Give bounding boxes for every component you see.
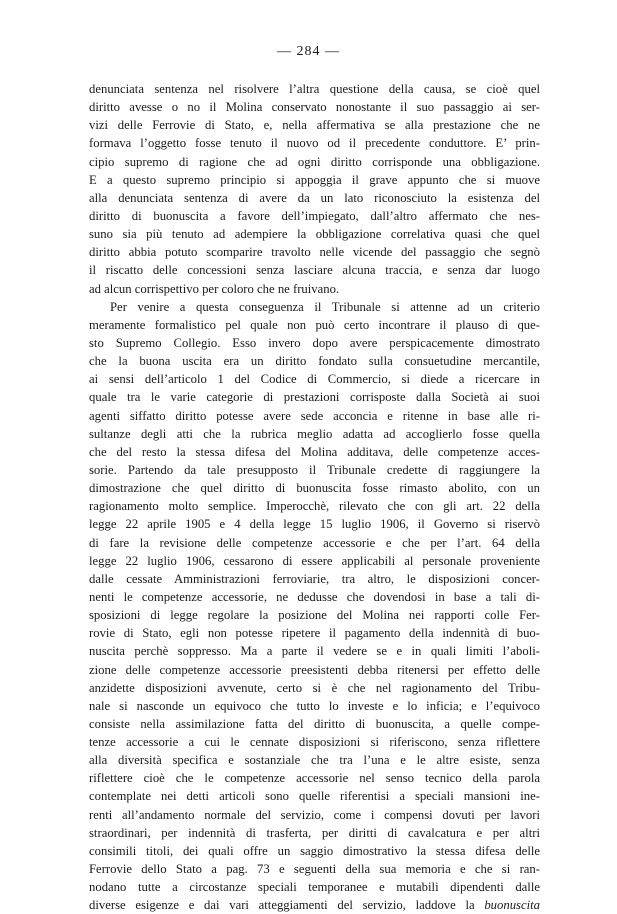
text-line: ai sensi dell’articolo 1 del Codice di Commercio, si diede a ricercare in	[89, 372, 540, 387]
text-line: E a questo supremo principio si appoggia il grave appunto che si muove	[89, 172, 540, 187]
text-line: alla denunciata sentenza di avere da un lato riconosciuto la esistenza del	[89, 190, 540, 205]
text-line: straordinari, per indennità di trasferta, per diritti di cavalcatura e per altri	[89, 825, 540, 840]
text-line: anzidette disposizioni avvenute, certo si è che nel ragionamento del Tribu-	[89, 680, 540, 695]
text-line: nuscita perchè soppresso. Ma a parte il vedere se e in quali limiti l’aboli-	[89, 644, 540, 659]
text-line: di fare la revisione delle competenze accessorie e che per l’art. 64 della	[89, 535, 540, 550]
text-line: sultanze degli atti che la rubrica meglio adatta ad accoglierlo fosse quella	[89, 426, 540, 441]
text-line: sto Supremo Collegio. Esso invero dopo avere perspicacemente dimostrato	[89, 335, 540, 350]
text-line: nale si nasconde un equivoco che tutto lo investe e lo inficia; e l’equivoco	[89, 698, 540, 713]
text-line: renti all’andamento normale del servizio, come i compensi dovuti per lavori	[89, 807, 540, 822]
text-line: cipio supremo di ragione che ad ogni diritto corrisponde una obbligazione.	[89, 154, 540, 169]
text-line: nodano tutte a circostanze speciali temporanee e mutabili dipendenti dalle	[89, 880, 540, 895]
paragraph	[89, 80, 540, 298]
text-line: quale tra le varie categorie di prestazioni corrisposte dalla Società ai suoi	[89, 390, 540, 405]
text-line: riflettere cioè che le competenze accessorie nel senso tecnico della parola	[89, 771, 540, 786]
text-line: rovie di Stato, egli non potesse ripetere il pagamento della indennità di buo-	[89, 626, 540, 641]
text-line: suno sia più tenuto ad adempiere la obbligazione correlativa quasi che quel	[89, 227, 540, 242]
text-line: agenti siffatto diritto potesse avere sede acconcia e ritenne in base alle ri-	[89, 408, 540, 423]
italic-word: buonuscita	[484, 898, 540, 913]
text-line: contemplate nei detti articoli sono quelle riferentisi a speciali mansioni ine-	[89, 789, 540, 804]
text-line: ragionamento molto semplice. Imperocchè, rilevato che con gli art. 22 della	[89, 499, 540, 514]
text-line: meramente formalistico pel quale non può certo incontrare il plauso di que-	[89, 317, 540, 332]
text-line: consiste nella assimilazione fatta del diritto di buonuscita, a quelle compe-	[89, 716, 540, 731]
text-line: alla diversità specifica e sostanziale che tra l’una e le altre esiste, senza	[89, 753, 540, 768]
text-line: diritto abbia potuto scomparire travolto nelle vicende del passaggio che segnò	[89, 245, 540, 260]
text-line: ad alcun corrispettivo per coloro che ne fruivano.	[89, 281, 340, 296]
page-number: — 284 —	[277, 44, 340, 59]
text-line: nenti le competenze accessorie, ne dedusse che dovendosi in base a tali di-	[89, 589, 540, 604]
text-line: sorie. Partendo da tale presupposto il Tribunale credette di raggiungere la	[89, 462, 540, 477]
text-line: legge 22 aprile 1905 e 4 della legge 15 luglio 1906, il Governo si riservò	[89, 517, 540, 532]
text-line: che la buona uscita era un diritto fondato sulla consuetudine mercantile,	[89, 354, 540, 369]
text-line: il riscatto delle concessioni senza lasciare alcuna traccia, e senza dar luogo	[89, 263, 540, 278]
text-line: sposizioni di legge regolare la posizione del Molina nei rapporti colle Fer-	[89, 608, 540, 623]
text-line: che del resto la stessa difesa del Molina additava, delle competenze acces-	[89, 444, 540, 459]
text-line: vizi delle Ferrovie di Stato, e, nella affermativa se alla prestazione che ne	[89, 118, 540, 133]
text-line: zione delle competenze accessorie preesistenti debba ritenersi per effetto delle	[89, 662, 540, 677]
text-line: legge 22 luglio 1906, cessarono di essere applicabili al personale proveniente	[89, 553, 540, 568]
text-line: denunciata sentenza nel risolvere l’altra questione della causa, se cioè quel	[89, 82, 540, 96]
text-line: diverse esigenze e dai vari atteggiamenti del servizio, laddove la buonuscita	[89, 898, 540, 913]
text-line: dalle cessate Amministrazioni ferroviarie, tra altro, le disposizioni concer-	[89, 571, 540, 586]
text-line: diritto avesse o no il Molina conservato nonostante il suo passaggio ai ser-	[89, 100, 540, 115]
body-text	[89, 80, 540, 914]
text-line: tenze accessorie a cui le cennate disposizioni si riferiscono, senza riflettere	[89, 735, 540, 750]
text-line: consimili titoli, dei quali offre un saggio dimostrativo la stessa difesa delle	[89, 843, 540, 858]
text-line: formava l’oggetto fosse tenuto il nuovo od il precedente conduttore. E’ prin-	[89, 136, 540, 151]
text-line: diritto di buonuscita a favore dell’impiegato, dall’altro affermato che nes-	[89, 208, 540, 223]
text-line: Per venire a questa conseguenza il Tribunale si attenne ad un criterio	[110, 299, 540, 314]
text-line: dimostrazione che quel diritto di buonuscita fosse rimasto abolito, con un	[89, 481, 540, 496]
text-line: Ferrovie dello Stato a pag. 73 e seguenti della sua memoria e che si ran-	[89, 862, 540, 877]
paragraph	[89, 298, 540, 914]
